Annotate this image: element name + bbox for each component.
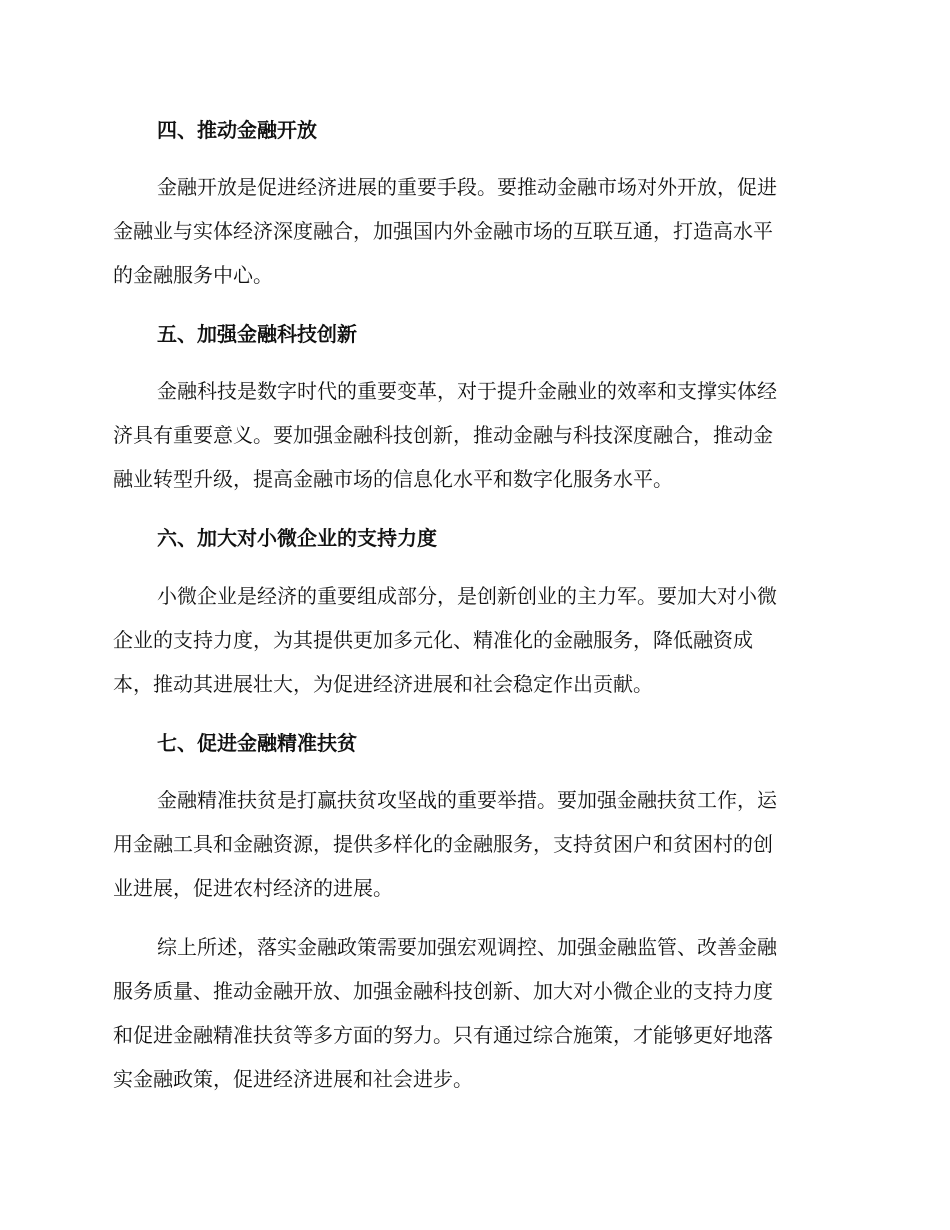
section-heading-5: 五、加强金融科技创新 bbox=[157, 322, 357, 346]
paragraph-line: 服务质量、推动金融开放、加强金融科技创新、加大对小微企业的支持力度 bbox=[113, 979, 773, 1003]
section-heading-6: 六、加大对小微企业的支持力度 bbox=[157, 526, 437, 550]
section-paragraph-5 bbox=[113, 369, 837, 501]
paragraph-line: 的金融服务中心。 bbox=[113, 263, 273, 287]
paragraph-line: 用金融工具和金融资源，提供多样化的金融服务，支持贫困户和贫困村的创 bbox=[113, 832, 773, 856]
paragraph-line: 企业的支持力度，为其提供更加多元化、精准化的金融服务，降低融资成 bbox=[113, 628, 753, 652]
paragraph-line: 金融业与实体经济深度融合，加强国内外金融市场的互联互通，打造高水平 bbox=[113, 219, 773, 243]
conclusion-paragraph bbox=[113, 925, 837, 1101]
section-heading-4: 四、推动金融开放 bbox=[157, 118, 317, 142]
paragraph-line: 金融科技是数字时代的重要变革，对于提升金融业的效率和支撑实体经 bbox=[157, 379, 777, 403]
paragraph-line: 和促进金融精准扶贫等多方面的努力。只有通过综合施策，才能够更好地落 bbox=[113, 1023, 773, 1047]
section-heading-7: 七、促进金融精准扶贫 bbox=[157, 731, 357, 755]
section-paragraph-4 bbox=[113, 165, 837, 297]
paragraph-line: 本，推动其进展壮大，为促进经济进展和社会稳定作出贡献。 bbox=[113, 672, 653, 696]
paragraph-line: 金融精准扶贫是打赢扶贫攻坚战的重要举措。要加强金融扶贫工作，运 bbox=[157, 788, 777, 812]
section-paragraph-7 bbox=[113, 778, 837, 910]
paragraph-line: 综上所述，落实金融政策需要加强宏观调控、加强金融监管、改善金融 bbox=[157, 935, 777, 959]
paragraph-line: 业进展，促进农村经济的进展。 bbox=[113, 876, 393, 900]
paragraph-line: 金融开放是促进经济进展的重要手段。要推动金融市场对外开放，促进 bbox=[157, 175, 777, 199]
paragraph-line: 融业转型升级，提高金融市场的信息化水平和数字化服务水平。 bbox=[113, 467, 673, 491]
section-paragraph-6 bbox=[113, 574, 837, 706]
paragraph-line: 小微企业是经济的重要组成部分，是创新创业的主力军。要加大对小微 bbox=[157, 584, 777, 608]
paragraph-line: 实金融政策，促进经济进展和社会进步。 bbox=[113, 1067, 473, 1091]
paragraph-line: 济具有重要意义。要加强金融科技创新，推动金融与科技深度融合，推动金 bbox=[113, 423, 773, 447]
